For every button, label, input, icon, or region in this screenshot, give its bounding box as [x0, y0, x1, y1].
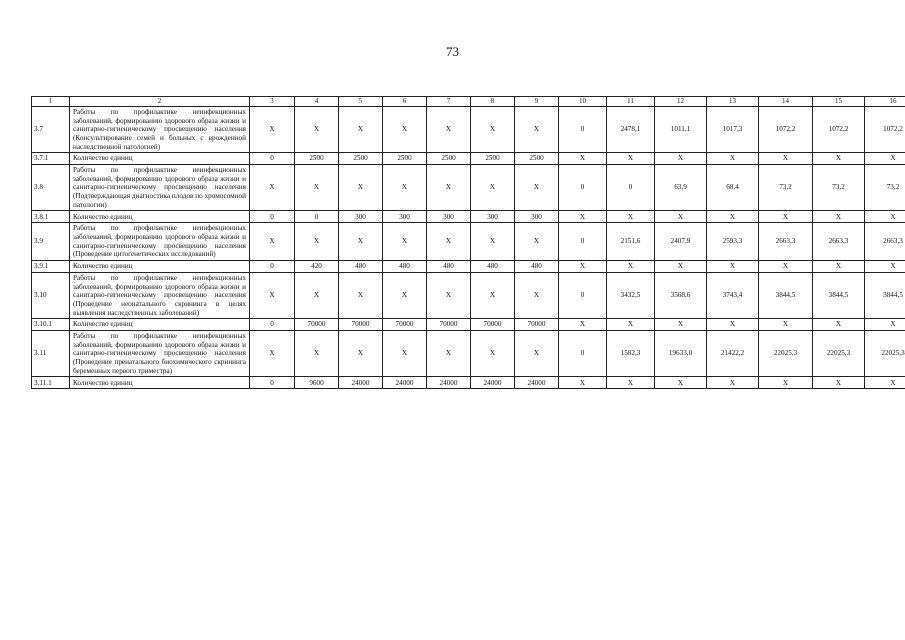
value-cell: X — [427, 272, 471, 318]
value-cell: X — [865, 319, 905, 331]
name-cell: Работы по профилактике неинфекционных заболеваний, формированию здорового образа жизни и санитарно-гигиеническому просвещению населения (Проведение пренатального биохимического скрининга беременных первого триместра) — [70, 331, 250, 377]
value-cell: X — [295, 165, 339, 211]
value-cell: X — [427, 107, 471, 153]
header-cell: 14 — [759, 97, 813, 107]
value-cell: X — [707, 377, 759, 389]
value-cell: X — [759, 153, 813, 165]
code-cell: 3.7.1 — [32, 153, 70, 165]
value-cell: 3844,5 — [813, 272, 865, 318]
value-cell: X — [383, 223, 427, 261]
value-cell: 0 — [250, 153, 295, 165]
value-cell: X — [339, 223, 383, 261]
quantity-row — [32, 211, 905, 223]
work-row — [32, 223, 905, 261]
data-table — [31, 96, 905, 389]
value-cell: X — [607, 260, 655, 272]
value-cell: 19633,0 — [655, 331, 707, 377]
value-cell: X — [471, 165, 515, 211]
value-cell: X — [250, 107, 295, 153]
header-cell: 3 — [250, 97, 295, 107]
value-cell: X — [865, 377, 905, 389]
value-cell: X — [707, 211, 759, 223]
header-cell: 15 — [813, 97, 865, 107]
value-cell: 0 — [559, 165, 607, 211]
code-cell: 3.11 — [32, 331, 70, 377]
value-cell: 9600 — [295, 377, 339, 389]
value-cell: 0 — [250, 260, 295, 272]
value-cell: 70000 — [427, 319, 471, 331]
value-cell: 480 — [339, 260, 383, 272]
quantity-row — [32, 319, 905, 331]
value-cell: 300 — [515, 211, 559, 223]
value-cell: 24000 — [339, 377, 383, 389]
value-cell: X — [383, 272, 427, 318]
value-cell: 300 — [383, 211, 427, 223]
value-cell: 63,9 — [655, 165, 707, 211]
value-cell: 300 — [471, 211, 515, 223]
value-cell: X — [427, 331, 471, 377]
value-cell: 70000 — [339, 319, 383, 331]
value-cell: 24000 — [427, 377, 471, 389]
value-cell: 1072,2 — [759, 107, 813, 153]
header-cell: 2 — [70, 97, 250, 107]
value-cell: X — [865, 211, 905, 223]
value-cell: 420 — [295, 260, 339, 272]
value-cell: X — [813, 319, 865, 331]
value-cell: 0 — [559, 107, 607, 153]
value-cell: X — [471, 107, 515, 153]
value-cell: X — [515, 107, 559, 153]
value-cell: X — [383, 165, 427, 211]
header-cell: 6 — [383, 97, 427, 107]
name-cell: Количество единиц — [70, 377, 250, 389]
value-cell: X — [559, 377, 607, 389]
value-cell: X — [471, 272, 515, 318]
quantity-row — [32, 153, 905, 165]
value-cell: 2500 — [471, 153, 515, 165]
value-cell: 24000 — [515, 377, 559, 389]
value-cell: 70000 — [515, 319, 559, 331]
value-cell: 1011,1 — [655, 107, 707, 153]
value-cell: X — [295, 107, 339, 153]
value-cell: 480 — [471, 260, 515, 272]
value-cell: X — [559, 260, 607, 272]
value-cell: 480 — [427, 260, 471, 272]
value-cell: 1072,2 — [865, 107, 905, 153]
table-body — [32, 97, 905, 389]
value-cell: 0 — [559, 272, 607, 318]
header-cell: 8 — [471, 97, 515, 107]
header-row — [32, 97, 905, 107]
value-cell: X — [295, 223, 339, 261]
value-cell: 3568,6 — [655, 272, 707, 318]
value-cell: X — [607, 377, 655, 389]
value-cell: X — [865, 260, 905, 272]
header-cell: 12 — [655, 97, 707, 107]
value-cell: 1582,3 — [607, 331, 655, 377]
value-cell: X — [515, 223, 559, 261]
value-cell: 300 — [427, 211, 471, 223]
value-cell: 70000 — [383, 319, 427, 331]
value-cell: 2478,1 — [607, 107, 655, 153]
value-cell: 0 — [250, 211, 295, 223]
value-cell: X — [515, 331, 559, 377]
value-cell: 0 — [295, 211, 339, 223]
value-cell: X — [383, 107, 427, 153]
quantity-row — [32, 260, 905, 272]
code-cell: 3.10 — [32, 272, 70, 318]
value-cell: 21422,2 — [707, 331, 759, 377]
value-cell: 2593,3 — [707, 223, 759, 261]
header-cell: 16 — [865, 97, 905, 107]
work-row — [32, 165, 905, 211]
header-cell: 9 — [515, 97, 559, 107]
value-cell: X — [655, 153, 707, 165]
value-cell: 3432,5 — [607, 272, 655, 318]
value-cell: X — [813, 153, 865, 165]
name-cell: Количество единиц — [70, 260, 250, 272]
value-cell: X — [707, 319, 759, 331]
value-cell: 70000 — [295, 319, 339, 331]
code-cell: 3.9 — [32, 223, 70, 261]
value-cell: X — [515, 165, 559, 211]
value-cell: 2500 — [427, 153, 471, 165]
name-cell: Количество единиц — [70, 319, 250, 331]
value-cell: X — [559, 153, 607, 165]
value-cell: X — [471, 223, 515, 261]
code-cell: 3.11.1 — [32, 377, 70, 389]
value-cell: 3743,4 — [707, 272, 759, 318]
page-number: 73 — [446, 44, 459, 59]
value-cell: 0 — [559, 331, 607, 377]
value-cell: X — [865, 153, 905, 165]
header-cell: 1 — [32, 97, 70, 107]
value-cell: X — [383, 331, 427, 377]
value-cell: 480 — [383, 260, 427, 272]
value-cell: 70000 — [471, 319, 515, 331]
value-cell: X — [559, 211, 607, 223]
name-cell: Количество единиц — [70, 153, 250, 165]
value-cell: X — [813, 260, 865, 272]
value-cell: X — [427, 165, 471, 211]
value-cell: 2500 — [515, 153, 559, 165]
value-cell: X — [655, 260, 707, 272]
value-cell: X — [813, 211, 865, 223]
name-cell: Работы по профилактике неинфекционных заболеваний, формированию здорового образа жизни и санитарно-гигиеническому просвещению населения (Проведение цитогенетических исследований) — [70, 223, 250, 261]
value-cell: X — [339, 331, 383, 377]
value-cell: 1017,3 — [707, 107, 759, 153]
value-cell: X — [607, 211, 655, 223]
value-cell: X — [250, 223, 295, 261]
value-cell: 2500 — [383, 153, 427, 165]
value-cell: 0 — [250, 377, 295, 389]
value-cell: 0 — [607, 165, 655, 211]
value-cell: X — [250, 165, 295, 211]
value-cell: 2663,3 — [865, 223, 905, 261]
header-cell: 11 — [607, 97, 655, 107]
value-cell: 1072,2 — [813, 107, 865, 153]
value-cell: 24000 — [383, 377, 427, 389]
value-cell: X — [759, 211, 813, 223]
value-cell: X — [607, 319, 655, 331]
value-cell: X — [250, 331, 295, 377]
value-cell: X — [655, 377, 707, 389]
value-cell: 68,4 — [707, 165, 759, 211]
value-cell: X — [250, 272, 295, 318]
value-cell: 2407,9 — [655, 223, 707, 261]
value-cell: X — [339, 272, 383, 318]
name-cell: Работы по профилактике неинфекционных заболеваний, формированию здорового образа жизни и санитарно-гигиеническому просвещению населения (Подтверждающая диагностика плодов по хромосомной патологии) — [70, 165, 250, 211]
value-cell: 2500 — [295, 153, 339, 165]
value-cell: X — [295, 272, 339, 318]
code-cell: 3.10.1 — [32, 319, 70, 331]
work-row — [32, 107, 905, 153]
code-cell: 3.8.1 — [32, 211, 70, 223]
value-cell: X — [339, 107, 383, 153]
value-cell: X — [707, 153, 759, 165]
value-cell: 22025,3 — [813, 331, 865, 377]
value-cell: 73,2 — [759, 165, 813, 211]
value-cell: 73,2 — [813, 165, 865, 211]
value-cell: X — [655, 319, 707, 331]
value-cell: 2663,3 — [759, 223, 813, 261]
value-cell: 2151,6 — [607, 223, 655, 261]
value-cell: X — [471, 331, 515, 377]
value-cell: X — [607, 153, 655, 165]
value-cell: 300 — [339, 211, 383, 223]
value-cell: 73,2 — [865, 165, 905, 211]
value-cell: X — [559, 319, 607, 331]
value-cell: 0 — [559, 223, 607, 261]
quantity-row — [32, 377, 905, 389]
value-cell: X — [707, 260, 759, 272]
code-cell: 3.7 — [32, 107, 70, 153]
value-cell: X — [759, 260, 813, 272]
header-cell: 4 — [295, 97, 339, 107]
name-cell: Работы по профилактике неинфекционных заболеваний, формированию здорового образа жизни и санитарно-гигиеническому просвещению населения (Консультирование семей и больных с врожденной наследственной патологией) — [70, 107, 250, 153]
value-cell: 2500 — [339, 153, 383, 165]
header-cell: 5 — [339, 97, 383, 107]
value-cell: 480 — [515, 260, 559, 272]
name-cell: Работы по профилактике неинфекционных заболеваний, формированию здорового образа жизни и санитарно-гигиеническому просвещению населения (Проведение неонатального скрининга в целях выявления наследственных заболеваний) — [70, 272, 250, 318]
value-cell: X — [515, 272, 559, 318]
value-cell: 0 — [250, 319, 295, 331]
value-cell: X — [813, 377, 865, 389]
value-cell: X — [295, 331, 339, 377]
value-cell: 2663,3 — [813, 223, 865, 261]
header-cell: 7 — [427, 97, 471, 107]
name-cell: Количество единиц — [70, 211, 250, 223]
value-cell: X — [655, 211, 707, 223]
code-cell: 3.8 — [32, 165, 70, 211]
value-cell: X — [759, 377, 813, 389]
value-cell: X — [427, 223, 471, 261]
value-cell: 22025,3 — [759, 331, 813, 377]
value-cell: 24000 — [471, 377, 515, 389]
code-cell: 3.9.1 — [32, 260, 70, 272]
work-row — [32, 331, 905, 377]
value-cell: 3844,5 — [865, 272, 905, 318]
value-cell: X — [759, 319, 813, 331]
value-cell: 22025,3 — [865, 331, 905, 377]
value-cell: 3844,5 — [759, 272, 813, 318]
work-row — [32, 272, 905, 318]
header-cell: 13 — [707, 97, 759, 107]
header-cell: 10 — [559, 97, 607, 107]
value-cell: X — [339, 165, 383, 211]
